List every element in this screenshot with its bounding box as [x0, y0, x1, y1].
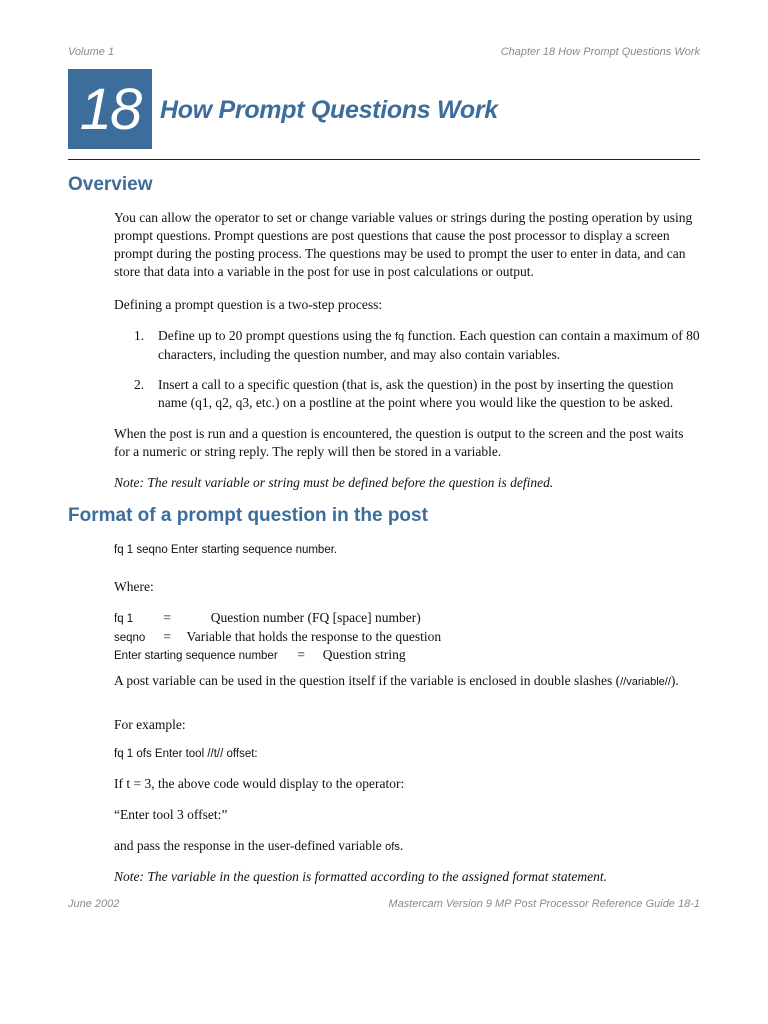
format-paragraph-3: [114, 837, 702, 856]
definition-term: Enter starting sequence number: [114, 650, 278, 662]
definition-separator: =: [297, 647, 305, 662]
list-item-text: Insert a call to a specific question (that is, ask the question) in the post by inserting the question name (q1, q2, q3, etc.) on a postline at the point where you would like the question to be asked.: [158, 377, 674, 410]
list-item-text-part: Define up to 20 prompt questions using the: [158, 328, 395, 343]
format-note: Note: The variable in the question is formatted according to the assigned format statement.: [114, 869, 607, 884]
chapter-divider: [68, 159, 700, 160]
format-paragraph-3-text: and pass the response in the user-defined variable: [114, 838, 386, 853]
definition-row: [114, 646, 406, 665]
list-item-number: 2.: [134, 377, 145, 392]
code-example-definition: fq 1 seqno Enter starting sequence number.: [114, 544, 338, 556]
definition-description: Question string: [322, 647, 406, 662]
where-label: Where:: [114, 579, 154, 594]
footer-guide-page: Mastercam Version 9 MP Post Processor Reference Guide 18-1: [388, 898, 700, 910]
running-header-volume: Volume 1: [68, 46, 115, 58]
chapter-title: How Prompt Questions Work: [160, 96, 498, 124]
code-example: fq 1 ofs Enter tool //t// offset:: [114, 748, 258, 760]
running-header-chapter: Chapter 18 How Prompt Questions Work: [500, 46, 700, 58]
format-paragraph-3-end: .: [399, 838, 404, 853]
footer-date: June 2002: [68, 898, 120, 910]
definition-description: Variable that holds the response to the question: [186, 629, 442, 644]
overview-note: Note: The result variable or string must be defined before the question is defined.: [114, 475, 554, 490]
for-example-label: For example:: [114, 717, 186, 732]
format-paragraph-1: [114, 672, 702, 691]
definition-term: fq 1: [114, 613, 134, 625]
chapter-number-box: [68, 69, 152, 149]
list-item-text: [158, 327, 702, 364]
overview-paragraph-3: When the post is run and a question is encountered, the question is output to the screen and the post waits for a numeric or string reply. The reply will then be stored in a variable.: [114, 426, 684, 459]
definition-row: [114, 609, 421, 628]
definition-row: [114, 628, 441, 647]
definition-term: seqno: [114, 632, 146, 644]
list-item-text-part: function. Each question can contain a maximum of 80 characters, including the question number, and may also contain variables.: [158, 328, 700, 362]
output-quote: “Enter tool 3 offset:”: [114, 807, 228, 822]
overview-paragraph-1: You can allow the operator to set or change variable values or strings during the posting operation by using prompt questions. Prompt questions are post questions that cause the post processor to display a screen prompt during the posting process. The questions may be used to prompt the user to enter in data, and can store that data into a variable in the post for use in post calculations or output.: [114, 210, 693, 279]
inline-code: ofs: [385, 841, 400, 853]
format-paragraph-2: If t = 3, the above code would display to the operator:: [114, 776, 405, 791]
format-paragraph-1-end: ).: [670, 673, 679, 688]
chapter-number: 18: [79, 77, 141, 142]
definition-description: Question number (FQ [space] number): [210, 610, 421, 625]
overview-paragraph-2: Defining a prompt question is a two-step process:: [114, 297, 383, 312]
list-item-number: 1.: [134, 328, 145, 343]
format-heading: Format of a prompt question in the post: [68, 505, 428, 526]
format-paragraph-1-text: A post variable can be used in the question itself if the variable is enclosed in double slashes (: [114, 673, 621, 688]
inline-code: //variable//: [620, 676, 671, 688]
definition-separator: =: [163, 629, 171, 644]
definition-separator: =: [163, 610, 171, 625]
overview-heading: Overview: [68, 174, 153, 195]
inline-code: fq: [394, 331, 405, 343]
